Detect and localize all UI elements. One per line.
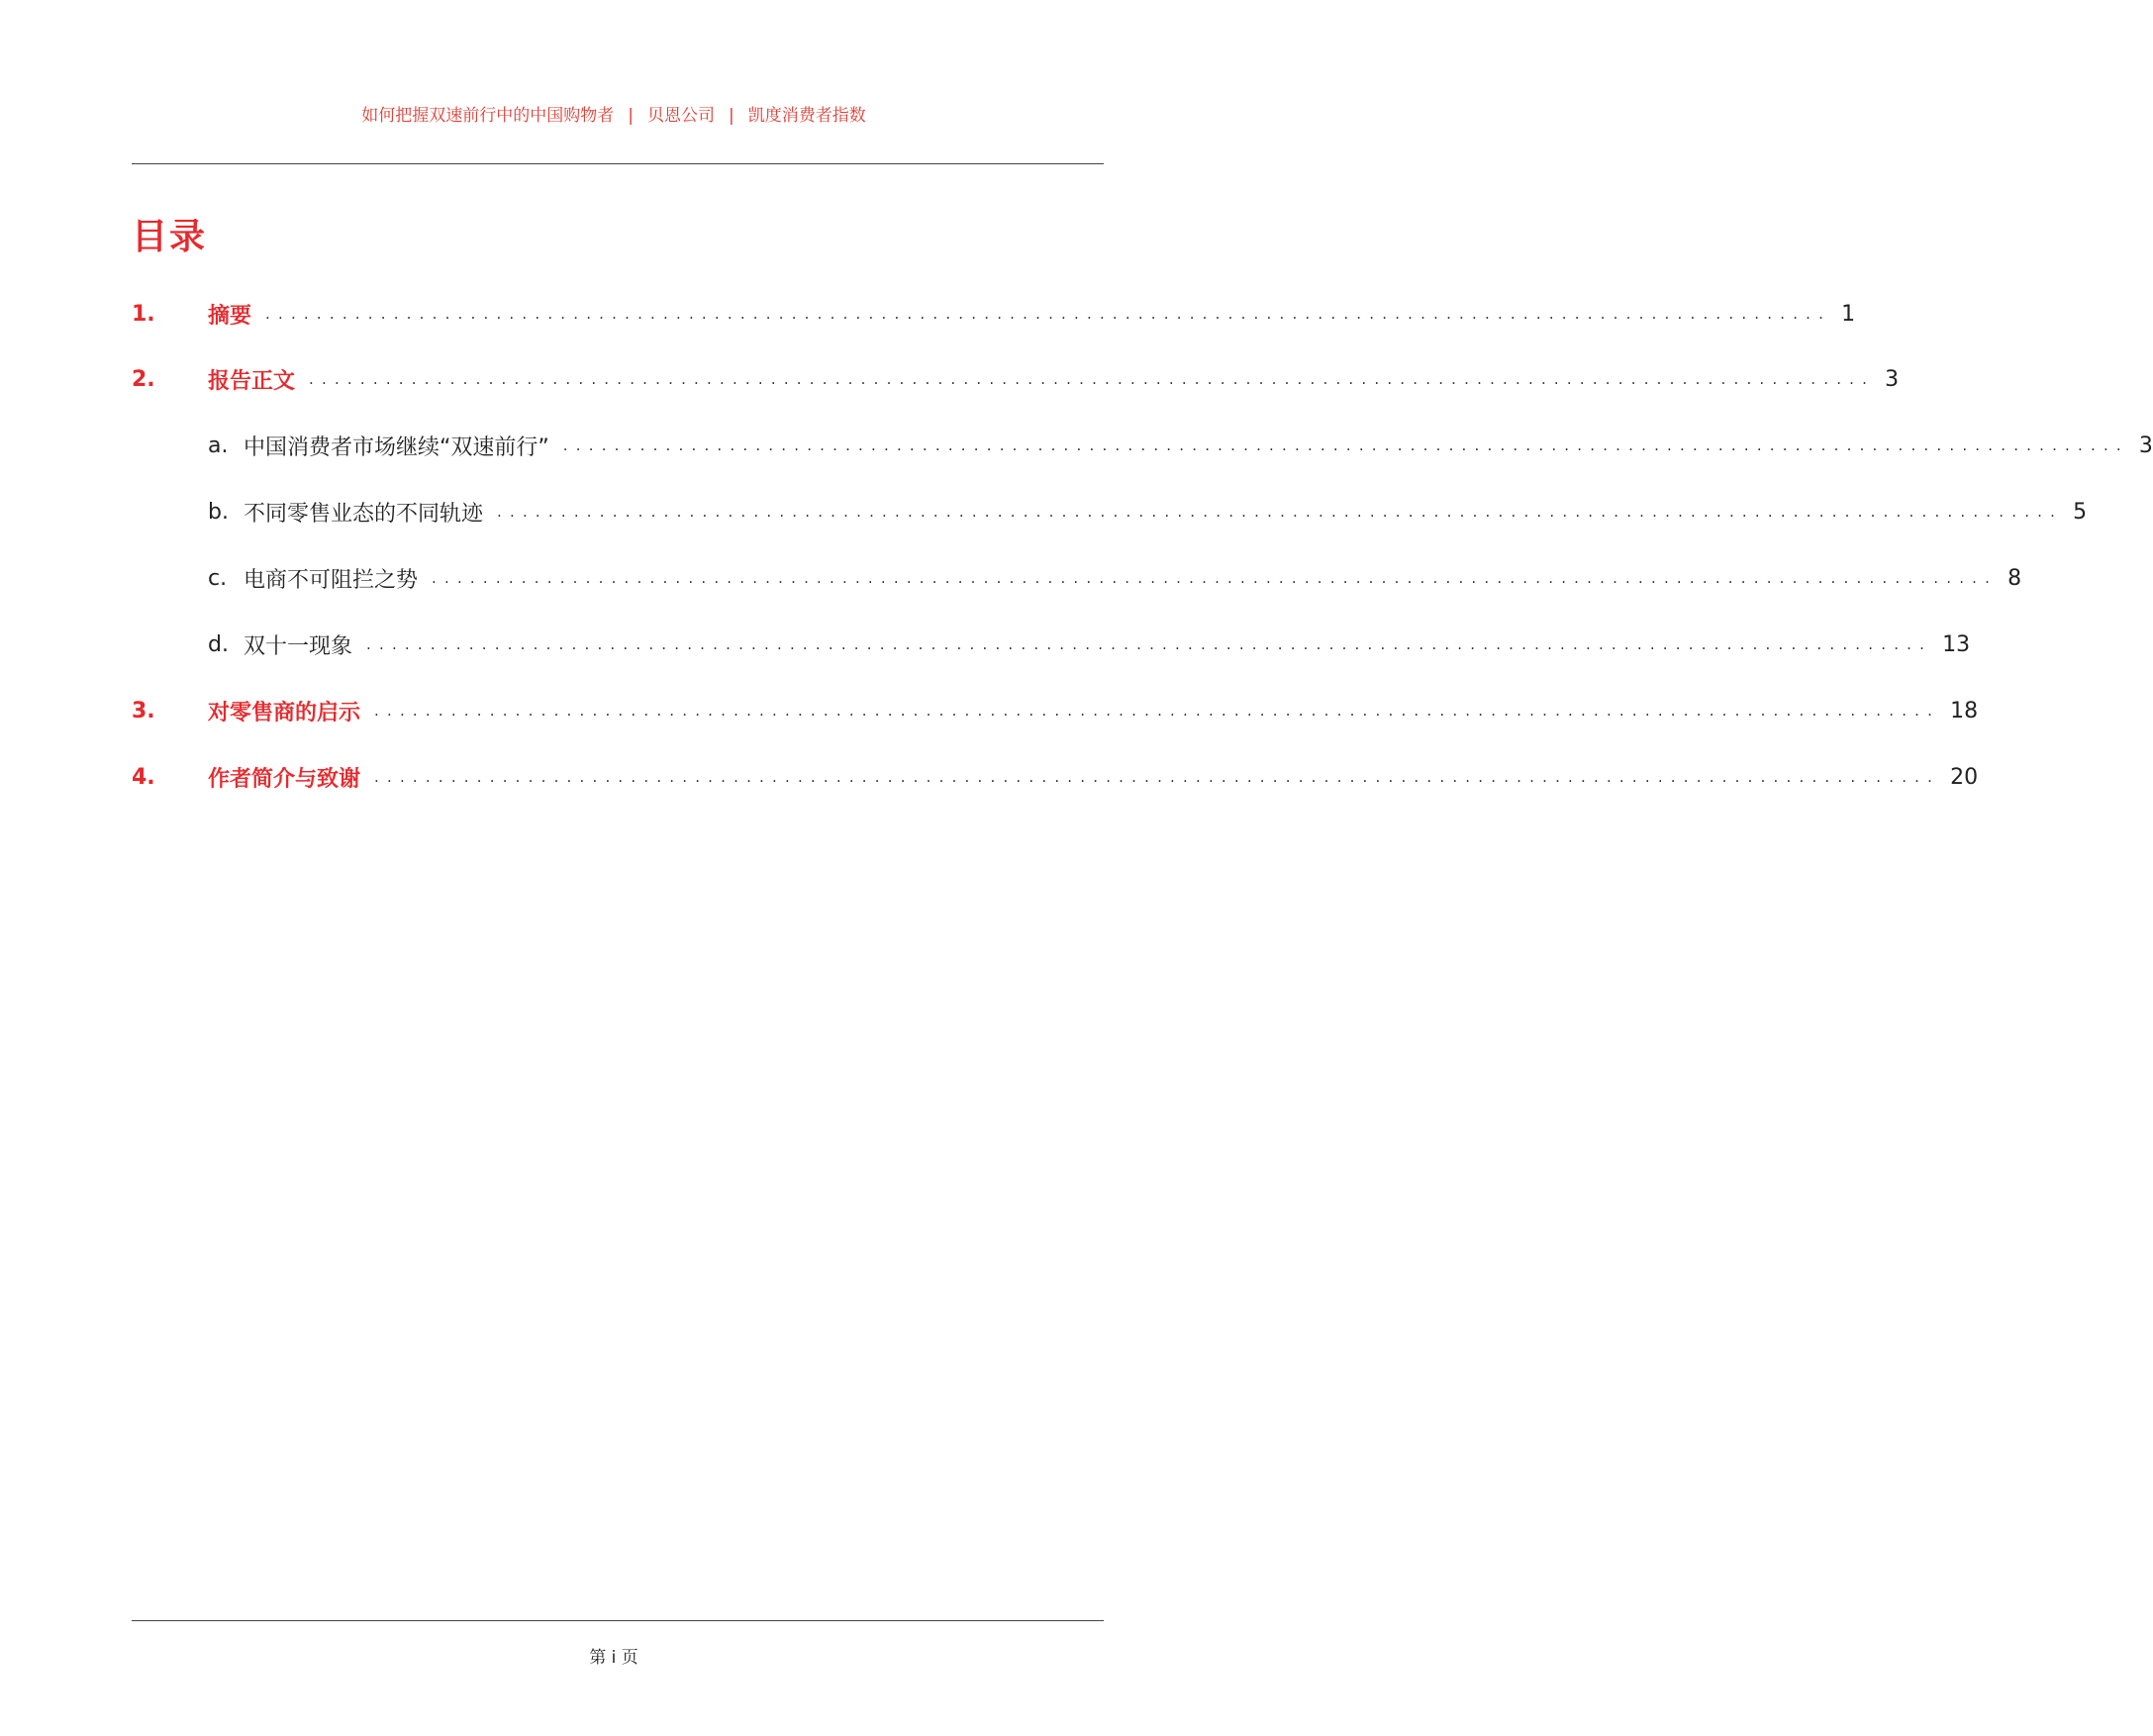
- toc-entry-summary[interactable]: [132, 297, 1856, 331]
- toc-subentry-two-speed-market[interactable]: [208, 429, 2153, 462]
- toc-entry-number: 2.: [132, 366, 155, 392]
- running-header: [0, 106, 1227, 126]
- toc-entry-label: 摘要: [208, 303, 252, 329]
- toc-dot-leader: ..........................................................................................................................: [374, 702, 1941, 720]
- toc-entry-label: 不同零售业态的不同轨迹: [244, 501, 484, 527]
- toc-subentry-double-eleven[interactable]: [208, 627, 1971, 661]
- toc-dot-leader: ..........................................................................................................................: [309, 370, 1876, 388]
- toc-entry-number: d.: [208, 631, 229, 657]
- header-index-name: 凯度消费者指数: [747, 106, 866, 126]
- toc-subentry-retail-formats[interactable]: [208, 495, 2088, 529]
- toc-entry-report-body[interactable]: [132, 362, 1900, 396]
- toc-dot-leader: ..........................................................................................................................: [432, 569, 1999, 587]
- header-company: 贝恩公司: [647, 106, 715, 126]
- toc-entry-page: 13: [1942, 631, 1971, 657]
- header-report-title: 如何把握双速前行中的中国购物者: [361, 106, 615, 126]
- toc-dot-leader: ..........................................................................................................................: [562, 436, 2129, 454]
- footer-divider: [132, 1620, 1104, 1621]
- header-divider: [132, 163, 1104, 164]
- toc-entry-label: 中国消费者市场继续“双速前行”: [244, 434, 549, 460]
- toc-entry-number: b.: [208, 499, 229, 525]
- toc-entry-label: 电商不可阻拦之势: [244, 567, 419, 593]
- toc-entry-page: 5: [2073, 499, 2088, 525]
- toc-entry-number: c.: [208, 565, 228, 591]
- toc-dot-leader: ..........................................................................................................................: [497, 503, 2064, 521]
- toc-entry-number: 4.: [132, 764, 155, 790]
- toc-entry-page: 18: [1950, 698, 1979, 723]
- toc-entry-page: 3: [1885, 366, 1900, 392]
- toc-entry-number: 1.: [132, 301, 155, 327]
- toc-entry-page: 3: [2138, 433, 2153, 458]
- toc-entry-retailer-implications[interactable]: [132, 694, 1979, 727]
- toc-entry-label: 作者简介与致谢: [208, 766, 361, 792]
- toc-entry-authors[interactable]: [132, 760, 1979, 794]
- toc-entry-number: a.: [208, 433, 229, 458]
- toc-entry-page: 20: [1950, 764, 1979, 790]
- toc-subentry-ecommerce[interactable]: [208, 561, 2022, 595]
- toc-entry-label: 对零售商的启示: [208, 700, 361, 725]
- toc-entry-page: 1: [1841, 301, 1856, 327]
- toc-entry-label: 双十一现象: [244, 633, 353, 659]
- header-separator: |: [628, 106, 634, 126]
- toc-dot-leader: ..........................................................................................................................: [374, 768, 1941, 786]
- toc-entry-number: 3.: [132, 698, 155, 723]
- toc-entry-label: 报告正文: [208, 368, 296, 394]
- header-separator: |: [729, 106, 734, 126]
- toc-entry-page: 8: [2007, 565, 2022, 591]
- toc-dot-leader: ..........................................................................................................................: [265, 305, 1832, 323]
- toc-title: 目录: [132, 217, 208, 257]
- toc-dot-leader: ..........................................................................................................................: [366, 635, 1933, 653]
- page-number: 第 i 页: [589, 1648, 638, 1668]
